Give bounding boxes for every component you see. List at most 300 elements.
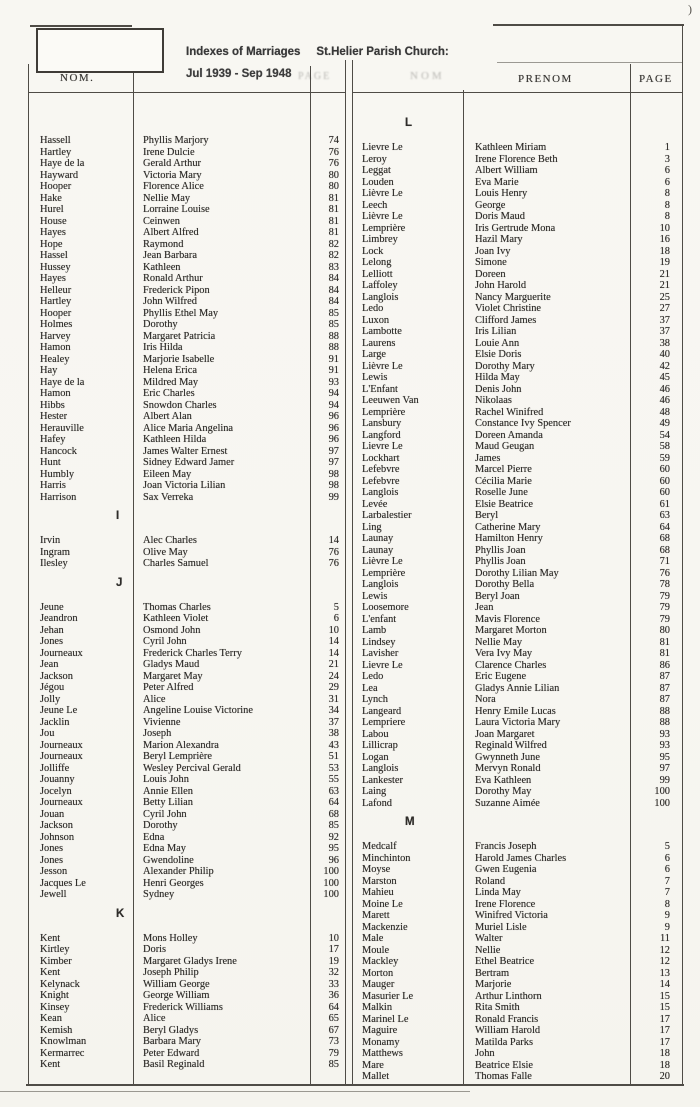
cell-page: 100 (654, 797, 670, 809)
table-row (352, 752, 683, 764)
cell-nom: Knowlman (40, 1036, 87, 1047)
cell-page: 12 (659, 944, 670, 956)
cell-page: 6 (664, 852, 670, 864)
cell-nom: Mackley (362, 956, 399, 967)
cell-nom: Lafond (362, 797, 393, 809)
cell-prenom: Betty Lilian (143, 797, 193, 808)
cell-prenom: Dorothy Lilian May (475, 567, 559, 579)
cell-prenom: Ceinwen (143, 215, 180, 227)
table-row (28, 170, 345, 182)
cell-nom: Lea (362, 682, 378, 694)
cell-prenom: Catherine Mary (475, 521, 541, 533)
top-left-rule (30, 25, 132, 27)
table-row (28, 832, 345, 844)
table-row (352, 487, 683, 499)
table-row (28, 411, 345, 423)
cell-nom: Jones (40, 636, 64, 647)
table-row (352, 177, 683, 189)
cell-nom: Large (362, 349, 387, 360)
cell-prenom: Bertram (475, 967, 510, 979)
cell-nom: Jeune (40, 601, 64, 613)
cell-prenom: Vivienne (143, 716, 181, 728)
cell-page: 79 (328, 1047, 339, 1059)
cell-prenom: Winifred Victoria (475, 910, 548, 921)
cell-prenom: Phyllis Joan (475, 556, 526, 567)
cell-page: 100 (654, 786, 670, 797)
cell-page: 82 (328, 250, 339, 261)
cell-nom: Maguire (362, 1025, 398, 1036)
table-row (28, 659, 345, 671)
cell-page: 93 (328, 376, 339, 388)
cell-nom: Loosemore (362, 602, 409, 613)
cell-nom: Kemish (40, 1024, 73, 1036)
right-header-top-rule (497, 62, 683, 63)
cell-nom: Moine Le (362, 898, 403, 910)
cell-prenom: Helena Erica (143, 365, 197, 376)
cell-page: 15 (659, 1002, 670, 1013)
cell-nom: Moule (362, 944, 390, 956)
cell-nom: Langford (362, 429, 401, 441)
table-row (352, 280, 683, 292)
cell-page: 79 (659, 613, 670, 625)
cell-nom: Hartley (40, 146, 72, 158)
cell-nom: Leeuwen Van (362, 395, 419, 406)
cell-prenom: Mavis Florence (475, 613, 540, 625)
table-row (28, 331, 345, 343)
cell-prenom: Nancy Marguerite (475, 291, 551, 303)
table-row (352, 211, 683, 223)
cell-nom: Mallet (362, 1071, 390, 1082)
cell-nom: Leroy (362, 153, 387, 165)
cell-page: 81 (659, 636, 670, 648)
cell-page: 6 (664, 176, 670, 188)
cell-page: 85 (328, 820, 339, 831)
table-row (28, 319, 345, 331)
cell-prenom: Arthur Linthorn (475, 990, 542, 1002)
table-row (352, 441, 683, 453)
table-row (28, 1013, 345, 1025)
table-row (352, 303, 683, 315)
cell-page: 45 (659, 372, 670, 383)
table-row (352, 579, 683, 591)
cell-prenom: Dorothy Mary (475, 360, 535, 372)
table-row (352, 740, 683, 752)
table-row (352, 257, 683, 269)
cell-page: 100 (323, 877, 339, 889)
table-row (352, 1014, 683, 1026)
cell-page: 97 (659, 763, 670, 774)
cell-prenom: Gwendoline (143, 854, 194, 866)
table-row (352, 510, 683, 522)
cell-nom: Lavisher (362, 648, 399, 659)
cell-nom: Langeard (362, 705, 402, 717)
cell-page: 76 (328, 146, 339, 158)
cell-page: 8 (664, 211, 670, 222)
cell-prenom: Roland (475, 875, 506, 887)
cell-prenom: Victoria Mary (143, 169, 202, 181)
cell-prenom: James Walter Ernest (143, 445, 228, 457)
cell-nom: Jacques Le (40, 877, 86, 889)
cell-prenom: Linda May (475, 887, 521, 898)
cell-prenom: Gwynneth June (475, 751, 540, 763)
cell-page: 88 (659, 705, 670, 717)
table-row (352, 418, 683, 430)
cell-page: 32 (328, 967, 339, 978)
table-row (28, 446, 345, 458)
cell-page: 81 (328, 204, 339, 215)
cell-page: 15 (659, 990, 670, 1002)
table-row (28, 558, 345, 570)
cell-prenom: Albert William (475, 165, 538, 176)
cell-nom: Masurier Le (362, 990, 414, 1002)
cell-prenom: Irene Florence Beth (475, 153, 558, 165)
cell-page: 81 (659, 648, 670, 659)
cell-page: 73 (328, 1036, 339, 1047)
table-row (352, 545, 683, 557)
table-row (28, 636, 345, 648)
cell-page: 63 (659, 510, 670, 521)
cell-prenom: Joan Margaret (475, 728, 535, 740)
cell-page: 43 (328, 739, 339, 751)
cell-nom: Journeaux (40, 647, 83, 659)
bottom-rule (26, 1084, 684, 1086)
left-page-header-faded: PAGE (298, 71, 332, 82)
cell-prenom: Maud Geugan (475, 441, 535, 452)
cell-page: 67 (328, 1024, 339, 1036)
cell-prenom: John Wilfred (143, 296, 197, 307)
table-row (352, 979, 683, 991)
cell-nom: Logan (362, 751, 389, 763)
cell-nom: Mackenzie (362, 921, 408, 933)
section-letter: M (405, 816, 415, 828)
table-row (352, 1002, 683, 1014)
cell-nom: Jesson (40, 866, 68, 877)
table-row (28, 809, 345, 821)
cell-prenom: Clarence Charles (475, 659, 547, 671)
cell-nom: Kermarrec (40, 1047, 85, 1059)
page-subtitle: Jul 1939 - Sep 1948 (186, 68, 292, 80)
table-row (352, 200, 683, 212)
cell-page: 87 (659, 671, 670, 682)
cell-nom: Lambotte (362, 326, 402, 337)
table-row (352, 591, 683, 603)
cell-prenom: Dorothy May (475, 786, 532, 797)
cell-prenom: William Harold (475, 1025, 541, 1036)
cell-prenom: Marcel Pierre (475, 464, 532, 475)
table-row (28, 717, 345, 729)
cell-nom: Monamy (362, 1036, 400, 1048)
table-row (28, 285, 345, 297)
cell-page: 60 (659, 487, 670, 498)
table-row (352, 384, 683, 396)
cell-nom: Journeaux (40, 797, 83, 808)
table-row (352, 395, 683, 407)
cell-prenom: Margaret Morton (475, 625, 547, 636)
cell-page: 17 (659, 1025, 670, 1036)
cell-nom: Lièvre Le (362, 360, 403, 372)
cell-nom: Kean (40, 1013, 62, 1024)
cell-page: 10 (328, 932, 339, 944)
cell-page: 80 (328, 169, 339, 181)
cell-nom: Lemprière (362, 567, 406, 579)
table-row (28, 1059, 345, 1071)
cell-page: 76 (328, 158, 339, 169)
cell-nom: Lemprière (362, 222, 406, 234)
cell-prenom: Eva Kathleen (475, 774, 532, 786)
cell-nom: Lock (362, 245, 384, 257)
table-row (352, 476, 683, 488)
cell-page: 60 (659, 464, 670, 475)
cell-page: 36 (328, 990, 339, 1001)
table-row (28, 648, 345, 660)
table-row (352, 968, 683, 980)
table-row (28, 682, 345, 694)
cell-prenom: John (475, 1048, 495, 1059)
cell-prenom: Lorraine Louise (143, 204, 210, 215)
table-row (28, 855, 345, 867)
cell-prenom: Marjorie Isabelle (143, 353, 215, 365)
cell-nom: Labou (362, 728, 389, 740)
cell-prenom: Gladys Maud (143, 659, 200, 670)
cell-prenom: Basil Reginald (143, 1059, 205, 1070)
cell-nom: Langlois (362, 291, 399, 303)
cell-page: 94 (328, 388, 339, 399)
corner-box (36, 28, 164, 73)
cell-page: 18 (659, 245, 670, 257)
cell-nom: Levée (362, 498, 388, 510)
cell-prenom: Cyril John (143, 636, 187, 647)
cell-nom: Hamon (40, 342, 71, 353)
cell-nom: Harrison (40, 491, 77, 503)
cell-page: 10 (659, 222, 670, 234)
cell-nom: Hester (40, 411, 68, 422)
table-row (28, 820, 345, 832)
cell-page: 21 (659, 280, 670, 291)
cell-prenom: Mervyn Ronald (475, 763, 541, 774)
table-row (28, 216, 345, 228)
table-row (28, 354, 345, 366)
table-row (28, 751, 345, 763)
cell-page: 37 (659, 314, 670, 326)
cell-nom: Moyse (362, 864, 391, 875)
cell-nom: Knight (40, 990, 69, 1001)
cell-nom: Hayward (40, 169, 79, 181)
cell-nom: Morton (362, 967, 394, 979)
cell-prenom: Edna May (143, 843, 186, 854)
cell-prenom: Alice (143, 693, 166, 705)
cell-prenom: Hilda May (475, 372, 520, 383)
cell-page: 81 (328, 192, 339, 204)
cell-page: 100 (323, 889, 339, 900)
table-row (28, 535, 345, 547)
right-nom-header-faded: NOM (410, 70, 445, 82)
cell-nom: Hayes (40, 273, 66, 284)
right-page-header: PAGE (639, 73, 673, 85)
table-row (28, 492, 345, 504)
table-row (28, 602, 345, 614)
cell-nom: Hooper (40, 307, 72, 319)
table-row (28, 135, 345, 147)
cell-prenom: Iris Gertrude Mona (475, 222, 556, 234)
cell-nom: Jeandron (40, 613, 78, 624)
table-row (28, 967, 345, 979)
cell-prenom: Henry Emile Lucas (475, 705, 556, 717)
cell-page: 37 (659, 326, 670, 337)
cell-nom: Mauger (362, 979, 395, 990)
cell-nom: Langlois (362, 763, 399, 774)
cell-nom: L'enfant (362, 613, 397, 625)
cell-nom: Hay (40, 365, 58, 376)
table-row (28, 308, 345, 320)
table-row (28, 866, 345, 878)
cell-nom: Kirtley (40, 944, 70, 955)
table-row (352, 922, 683, 934)
cell-nom: Lievre Le (362, 659, 403, 671)
table-row (28, 774, 345, 786)
table-row (352, 269, 683, 281)
table-row (352, 853, 683, 865)
cell-prenom: Cyril John (143, 808, 187, 820)
cell-prenom: Raymond (143, 238, 184, 250)
table-row (28, 239, 345, 251)
cell-prenom: Louie Ann (475, 337, 520, 349)
cell-prenom: Eva Marie (475, 176, 519, 188)
cell-prenom: Kathleen (143, 261, 181, 273)
cell-page: 74 (328, 135, 339, 146)
cell-page: 6 (664, 165, 670, 176)
scan-artifact: ) (688, 2, 692, 16)
cell-prenom: James (475, 452, 501, 464)
cell-nom: Larbalestier (362, 510, 412, 521)
table-row (28, 342, 345, 354)
cell-prenom: Elsie Beatrice (475, 498, 533, 510)
cell-nom: Lewis (362, 372, 388, 383)
cell-page: 18 (659, 1048, 670, 1059)
cell-prenom: Iris Lilian (475, 326, 517, 337)
table-row (352, 717, 683, 729)
cell-nom: Hafey (40, 434, 66, 445)
cell-page: 6 (664, 864, 670, 875)
cell-prenom: Gwen Eugenia (475, 864, 537, 875)
cell-nom: Leech (362, 199, 388, 211)
cell-nom: Lièvre Le (362, 188, 403, 199)
cell-page: 12 (659, 956, 670, 967)
cell-page: 79 (659, 590, 670, 602)
cell-nom: Kent (40, 932, 61, 944)
cell-prenom: Irene Dulcie (143, 146, 195, 158)
cell-nom: House (40, 215, 67, 227)
cell-prenom: Gerald Arthur (143, 158, 201, 169)
table-row (28, 423, 345, 435)
right-prenom-header: PRENOM (518, 73, 573, 85)
table-row (28, 457, 345, 469)
cell-page: 58 (659, 441, 670, 452)
table-row (28, 388, 345, 400)
cell-nom: Lefebvre (362, 464, 400, 475)
cell-nom: Holmes (40, 319, 73, 330)
cell-prenom: Hamilton Henry (475, 533, 543, 544)
cell-page: 91 (328, 353, 339, 365)
cell-page: 6 (333, 613, 339, 624)
table-row (352, 798, 683, 810)
cell-page: 98 (328, 480, 339, 491)
section-letter: K (116, 907, 125, 920)
cell-page: 17 (659, 1013, 670, 1025)
cell-nom: Lievre Le (362, 142, 403, 153)
cell-page: 96 (328, 854, 339, 866)
cell-page: 85 (328, 319, 339, 330)
cell-nom: Hussey (40, 261, 71, 273)
table-row (28, 469, 345, 481)
table-row (28, 193, 345, 205)
cell-nom: Hurel (40, 204, 64, 215)
cell-page: 8 (664, 188, 670, 199)
cell-prenom: Sax Verreka (143, 491, 194, 503)
cell-page: 96 (328, 434, 339, 445)
cell-nom: Lievre Le (362, 441, 403, 452)
table-row (28, 434, 345, 446)
cell-page: 19 (659, 257, 670, 268)
cell-page: 79 (659, 602, 670, 613)
table-row (352, 841, 683, 853)
cell-prenom: Phyllis Ethel May (143, 307, 219, 319)
table-row (352, 786, 683, 798)
table-row (28, 250, 345, 262)
table-row (352, 683, 683, 695)
cell-nom: Harris (40, 480, 66, 491)
cell-nom: Hassell (40, 135, 71, 146)
cell-nom: Launay (362, 544, 394, 556)
cell-nom: Male (362, 933, 384, 944)
table-row (352, 945, 683, 957)
cell-nom: Harvey (40, 330, 71, 342)
cell-nom: Hayes (40, 227, 66, 238)
cell-nom: Ingram (40, 546, 71, 558)
table-row (28, 671, 345, 683)
table-row (28, 944, 345, 956)
cell-prenom: Beryl Lemprière (143, 751, 212, 762)
table-row (28, 273, 345, 285)
cell-nom: Ledo (362, 303, 384, 314)
cell-prenom: Alice (143, 1013, 166, 1024)
cell-nom: Hake (40, 192, 62, 204)
cell-prenom: Violet Christine (475, 303, 542, 314)
cell-page: 82 (328, 238, 339, 250)
cell-page: 87 (659, 682, 670, 694)
left-table-right-border (345, 60, 346, 1086)
cell-nom: Jeune Le (40, 705, 78, 716)
cell-nom: Launay (362, 533, 394, 544)
cell-page: 60 (659, 475, 670, 487)
right-index-column (352, 92, 683, 1083)
cell-prenom: Angeline Louise Victorine (143, 705, 253, 716)
cell-prenom: Matilda Parks (475, 1036, 534, 1048)
table-row (28, 613, 345, 625)
cell-nom: Kinsey (40, 1001, 70, 1013)
cell-nom: Irvin (40, 535, 61, 546)
cell-prenom: Florence Alice (143, 181, 204, 192)
cell-prenom: Vera Ivy May (475, 648, 533, 659)
table-row (352, 1071, 683, 1083)
cell-nom: Mahieu (362, 887, 394, 898)
cell-nom: Medcalf (362, 841, 397, 852)
cell-page: 38 (328, 728, 339, 739)
cell-page: 65 (328, 1013, 339, 1024)
table-row (28, 480, 345, 492)
cell-prenom: Snowdon Charles (143, 399, 217, 411)
cell-prenom: Rita Smith (475, 1002, 520, 1013)
cell-page: 96 (328, 411, 339, 422)
